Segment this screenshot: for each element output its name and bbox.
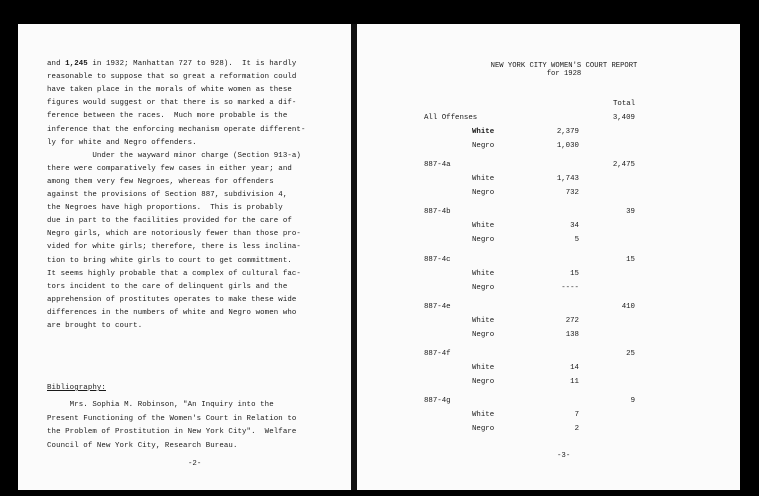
race-value: 15 [570,270,579,278]
body-text-line [47,112,287,121]
body-text-line [47,126,306,135]
race-label: White [472,317,495,325]
bibliography-line: Council of New York City, Research Bureau. [47,441,238,450]
race-value: 2,379 [556,128,579,136]
race-label: Negro [472,236,495,244]
race-value: 138 [565,331,579,339]
text-run: Under the wayward minor charge (Section 913-a) [47,151,301,160]
race-value: 272 [565,317,579,325]
race-label: White [472,128,495,136]
body-text-line [47,99,296,108]
text-run: tors incident to the care of delinquent girls and the [47,282,288,291]
text-run: It seems highly probable that a complex of cultural fac- [47,269,301,278]
offense-label: 887-4e [424,303,451,311]
page-number: -2- [188,460,202,468]
offense-label: 887-4a [424,161,451,169]
race-value: 1,743 [556,175,579,183]
offense-total: 3,409 [612,114,635,122]
race-value: 7 [574,411,579,419]
text-run: vided for white girls; therefore, there is less inclina- [47,243,301,252]
race-label: White [472,222,495,230]
body-text-line [47,270,301,279]
text-run: Negro girls, which are notoriously fewer than those pro- [47,230,301,239]
body-text-line [47,296,296,305]
text-run: among them very few Negroes, whereas for offenders [47,177,274,186]
race-value: ---- [561,284,579,292]
body-text-line [47,73,296,82]
body-text-line [47,217,292,226]
text-run: reasonable to suppose that so great a reformation could [47,73,297,82]
body-text-line [47,243,301,252]
race-value: 5 [574,236,579,244]
text-run: ference between the races. Much more probable is the [47,112,288,121]
offense-total: 39 [626,208,635,216]
text-run: ly for white and Negro offenders. [47,138,197,147]
report-title: NEW YORK CITY WOMEN'S COURT REPORT [490,62,638,70]
text-run: and [47,60,66,68]
offense-label: 887-4f [424,350,451,358]
offense-total: 2,475 [612,161,635,169]
body-text-line [47,283,287,292]
report-title-year: for 1928 [546,70,582,78]
race-value: 732 [565,189,579,197]
offense-label: 887-4g [424,397,451,405]
total-column-header: Total [613,100,636,108]
page-number: -3- [557,452,571,460]
race-value: 14 [570,364,579,372]
race-label: White [472,175,495,183]
text-run: have taken place in the morals of white women as these [47,86,292,95]
text-run: in 1932; Manhattan 727 to 928). It is hardly [87,60,297,68]
text-run: due in part to the facilities provided for the care of [47,217,292,226]
body-text-line [47,309,296,318]
offense-total: 15 [626,256,635,264]
text-run: 1,245 [65,60,88,68]
race-value: 2 [574,425,579,433]
race-label: White [472,270,495,278]
offense-label: All Offenses [424,114,478,122]
body-text-line [47,60,296,69]
right-page [357,24,740,490]
text-run: the Negroes have high proportions. This is probably [47,204,283,213]
race-label: Negro [472,142,495,150]
race-label: White [472,411,495,419]
offense-total: 410 [621,303,635,311]
bibliography-line: Mrs. Sophia M. Robinson, "An Inquiry into the [47,401,274,409]
body-text-line [47,230,301,239]
body-text-line [47,86,292,95]
race-label: White [472,364,495,372]
offense-label: 887-4c [424,256,451,264]
left-page [18,24,351,490]
race-label: Negro [472,284,495,292]
text-run: there were comparatively few cases in either year; and [47,164,292,173]
race-label: Negro [472,378,495,386]
race-label: Negro [472,331,495,339]
body-text-line [47,204,283,213]
race-value: 11 [570,378,579,386]
offense-total: 25 [626,350,635,358]
race-label: Negro [472,189,495,197]
text-run: tion to bring white girls to court to get committment. [47,256,292,265]
body-text-line [47,139,197,148]
text-run: figures would suggest or that there is so marked a dif- [47,99,297,108]
race-value: 34 [570,222,579,230]
bibliography-line: the Problem of Prostitution in New York City". Welfare [47,428,297,436]
bibliography-line: Present Functioning of the Women's Court in Relation to [47,414,297,423]
body-text-line [47,165,292,174]
text-run: apprehension of prostitutes operates to make these wide [47,295,297,304]
text-run: are brought to court. [47,322,143,330]
body-text-line [47,152,301,161]
offense-label: 887-4b [424,208,451,216]
body-text-line [47,191,287,200]
text-run: inference that the enforcing mechanism operate different- [47,125,306,134]
body-text-line [47,178,274,187]
body-text-line [47,257,292,266]
body-text-line [47,322,142,331]
race-label: Negro [472,425,495,433]
text-run: against the provisions of Section 887, subdivision 4, [47,191,288,199]
bibliography-heading: Bibliography: [47,384,106,392]
text-run: differences in the numbers of white and Negro women who [47,308,297,317]
race-value: 1,030 [556,142,579,150]
offense-total: 9 [630,397,635,405]
